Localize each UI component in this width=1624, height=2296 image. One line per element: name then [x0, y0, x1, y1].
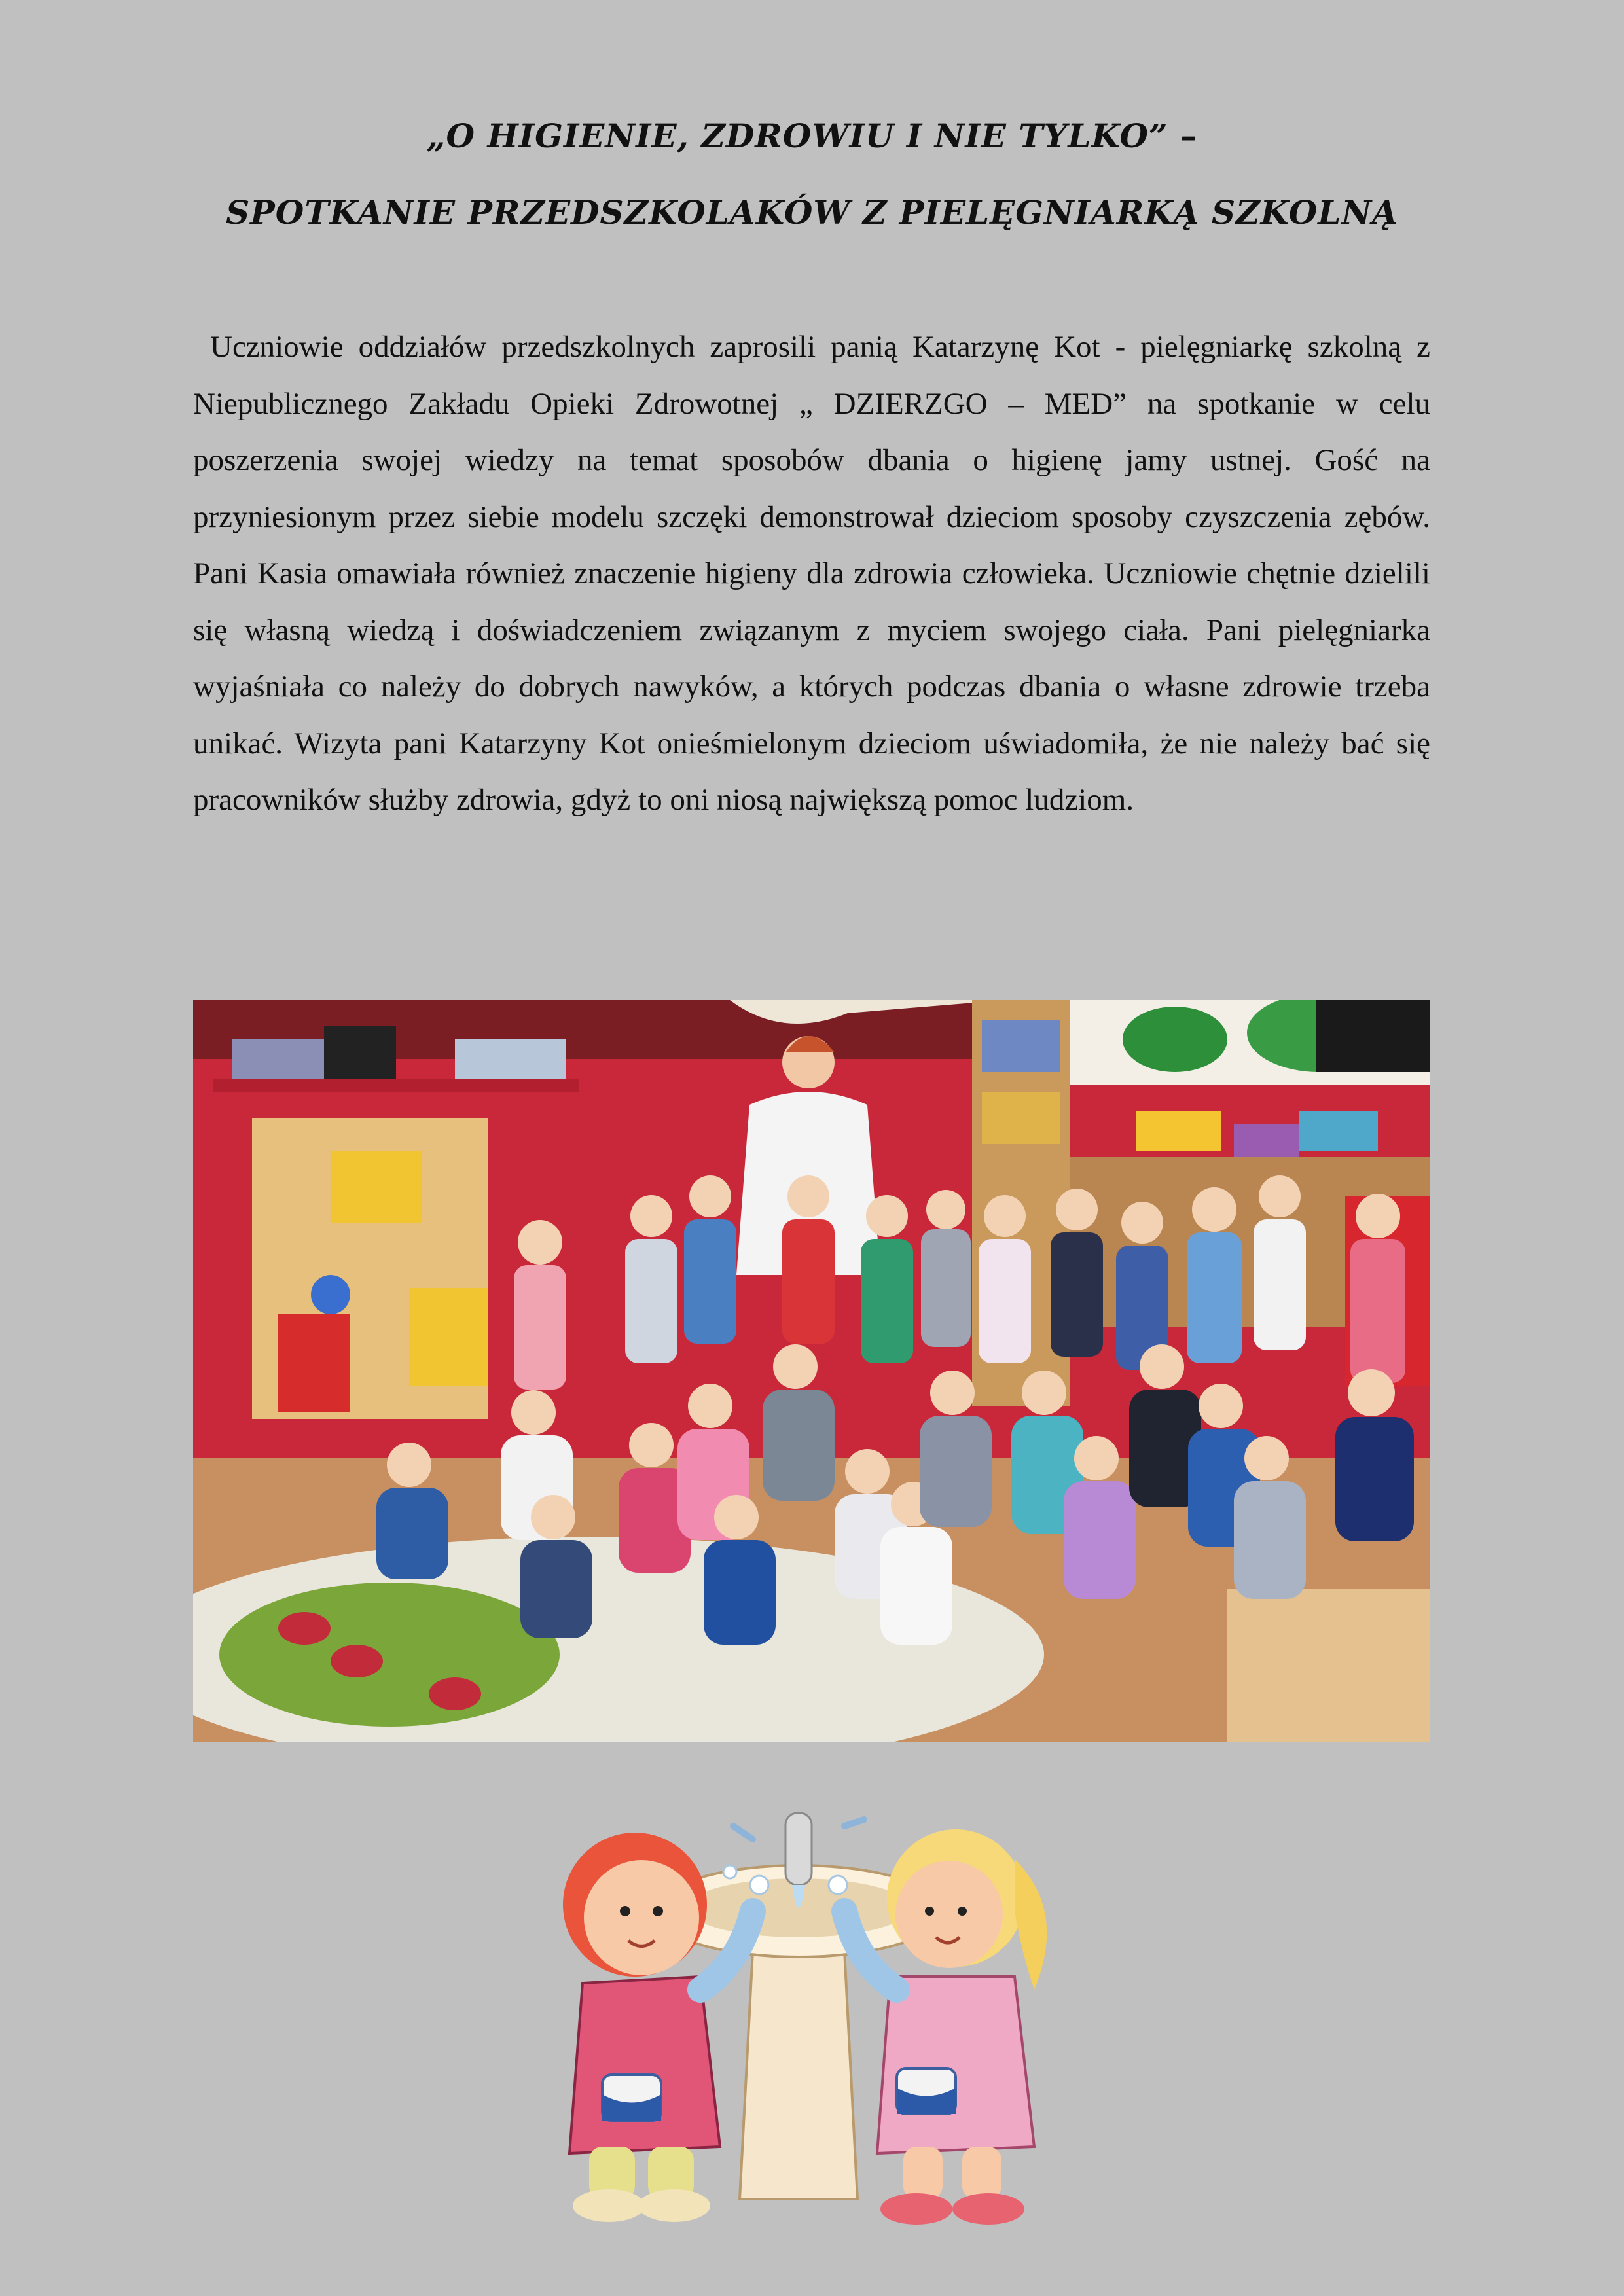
- handwashing-clipart: [504, 1780, 1093, 2232]
- article-paragraph: Uczniowie oddziałów przedszkolnych zaprosili panią Katarzynę Kot - pielęgniarkę szkolną z Niepublicznego Zakładu Opieki Zdrowotnej „ DZIERZGO – MED” na spotkanie w celu poszerzenia swojej wiedzy na temat sposobów dbania o higienę jamy ustnej. Gość na przyniesionym przez siebie modelu szczęki demonstrował dzieciom sposoby czyszczenia zębów. Pani Kasia omawiała również znaczenie higieny dla zdrowia człowieka. Uczniowie chętnie dzielili się własną wiedzą i doświadczeniem związanym z myciem swojego ciała. Pani pielęgniarka wyjaśniała co należy do dobrych nawyków, a których podczas dbania o własne zdrowie trzeba unikać. Wizyta pani Katarzyny Kot onieśmielonym dzieciom uświadomiła, że nie należy bać się pracowników służby zdrowia, gdyż to oni niosą największą pomoc ludziom.: [193, 330, 1430, 817]
- group-photo: [193, 1000, 1430, 1742]
- page-title-line-1: „O HIGIENIE, ZDROWIU I NIE TYLKO” –: [426, 117, 1198, 155]
- page-title-line-2: SPOTKANIE PRZEDSZKOLAKÓW Z PIELĘGNIARKĄ SZKOLNĄ: [226, 193, 1398, 232]
